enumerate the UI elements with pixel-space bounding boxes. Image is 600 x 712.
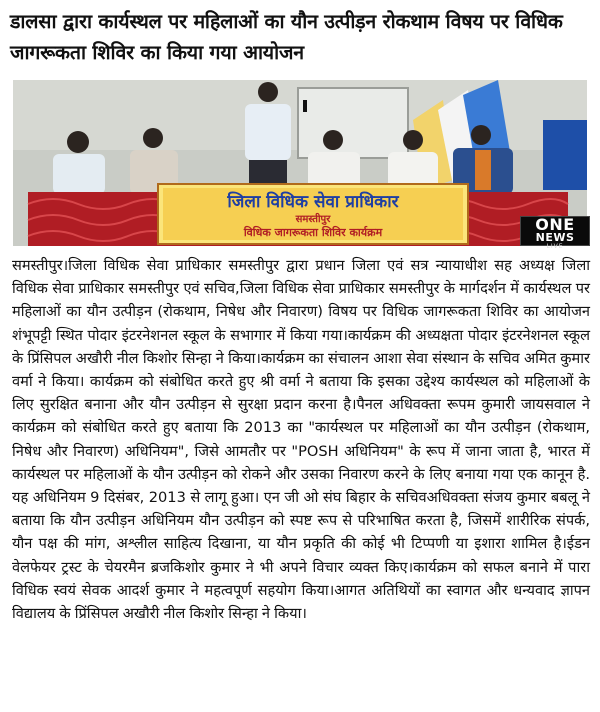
event-photo <box>13 80 587 246</box>
article-body: समस्तीपुर।जिला विधिक सेवा प्राधिकार समस्तीपुर द्वारा प्रधान जिला एवं सत्र न्यायाधीश सह अध्यक्ष जिला विधिक सेवा प्राधिकार समस्तीपुर एवं सचिव,जिला विधिक सेवा प्राधिकार समस्तीपुर के मार्गदर्शन में कार्यस्थल पर महिलाओं का यौन उत्पीड़न (रोकथाम, निषेध और निवारण) विषय पर विधिक जागरूकता शिविर का आयोजन शंभूपट्टी स्थित पोदार इंटरनेशनल स्कूल के सभागार में किया गया।कार्यक्रम की अध्यक्षता पोदार इंटरनेशनल स्कूल के प्रिंसिपल अखौरी नील किशोर सिन्हा ने किया।कार्यक्रम का संचालन आशा सेवा संस्थान के सचिव अमित कुमार वर्मा ने किया। कार्यक्रम को संबोधित करते हुए श्री वर्मा ने बताया कि इसका उद्देश्य कार्यस्थल को महिलाओं के लिए सुरक्षित बनाना और यौन उत्पीड़न से सुरक्षा प्रदान करना है।पैनल अधिवक्ता रूपम कुमारी जायसवाल ने कार्यक्रम को संबोधित करते हुए बताया कि 2013 का "कार्यस्थल पर महिलाओं का यौन उत्पीड़न (रोकथाम, निषेध और निवारण) अधिनियम", जिसे आमतौर पर "POSH अधिनियम" के रूप में जाना जाता है, भारत में कार्यस्थल पर महिलाओं के यौन उत्पीड़न को रोकने और उसका निवारण करने के लिए बनाया गया एक कानून है. यह अधिनियम 9 दिसंबर, 2013 से लागू हुआ। एन जी ओ संघ बिहार के सचिवअधिवक्ता संजय कुमार बबलू ने बताया कि यौन उत्पीड़न अधिनियम यौन उत्पीड़न को स्पष्ट रूप से परिभाषित करता है, जिसमें शारीरिक संपर्क, यौन पक्ष की मांग, अश्लील साहित्य दिखाना, या यौन प्रकृति की कोई भी टिप्पणी या इशारा शामिल है।ईडन वेलफेयर ट्रस्ट के चेयरमैन ब्रजकिशोर कुमार ने भी अपने विचार व्यक्त किए।कार्यक्रम को सफल बनाने में पारा विधिक स्वयं सेवक आदर्श कुमार ने महत्वपूर्ण सहयोग किया।आगत अतिथियों का स्वागत और धन्यवाद ज्ञापन विद्यालय के प्रिंसिपल अखौरी नील किशोर सिन्हा ने किया। <box>12 257 590 623</box>
banner-line1: जिला विधिक सेवा प्राधिकार <box>227 192 399 212</box>
one-news-live-logo <box>520 215 590 250</box>
logo-top: ONE <box>535 215 575 234</box>
logo-bottom: LIVE <box>546 243 564 250</box>
banner-line2: समस्तीपुर <box>295 214 331 225</box>
logo-mid: NEWS <box>535 231 575 244</box>
headline: डालसा द्वारा कार्यस्थल पर महिलाओं का यौन उत्पीड़न रोकथाम विषय पर विधिक जागरूकता शिविर का किया गया आयोजन <box>10 10 563 64</box>
banner-line3: विधिक जागरूकता शिविर कार्यक्रम <box>243 226 383 239</box>
